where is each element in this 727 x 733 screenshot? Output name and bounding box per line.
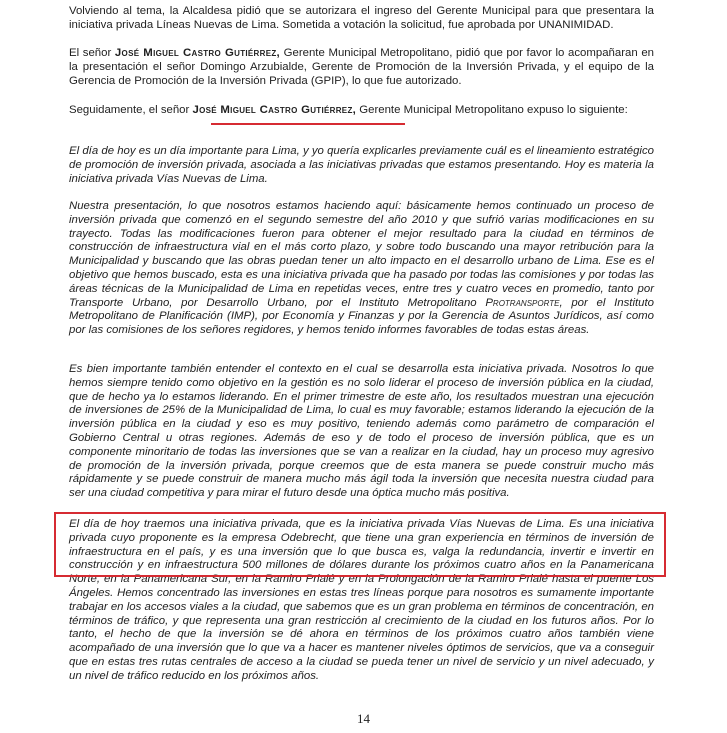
speech-paragraph-3: Es bien importante también entender el contexto en el cual se desarrolla esta iniciativa privada. Nosotros lo que hemos siempre tenido como objetivo en la gestión es no solo liderar el proceso de inversión pública en la ciudad, que de hecho ya lo estamos liderando. En el primer trimestre de este año, los resultados muestran una ejecución de inversiones de 25% de la Municipalidad de Lima, lo cual es muy favorable; estamos liderando la ejecución de la inversión pública en la ciudad y eso es muy positivo, teniendo además como parámetro de comparación el Gobierno Central u otras regiones. Además de eso y de todo el proceso de inversión pública, que es un componente minoritario de todas las inversiones que se van a realizar en la ciudad, hay un proceso muy agresivo de promoción de la inversión privada, porque creemos que de esta manera se puede construir mucho más rápidamente y se puede construir de manera mucho más ágil toda la inversión que necesita nuestra ciudad para ser una ciudad competitiva y para mirar el futuro desde una óptica mucho más positiva. [69,363,654,500]
speech-paragraph-4: El día de hoy traemos una iniciativa privada, que es la iniciativa privada Vías Nuevas de Lima. Es una iniciativa privada cuyo proponente es la empresa Odebrecht, que tiene una gran experiencia en términos de inversión de infraestructura en el país, y es una inversión que lo que busca es, valga la redundancia, invertir e invertir en construcción y en infraestructura 500 millones de dólares durante los próximos cuatro años en la Panamericana Norte, en la Panamericana Sur, en la Ramiro Prialé y en la Prolongación de la Ramiro Prialé hasta el puente Los Ángeles. Hemos concentrado las inversiones en estas tres líneas porque para nosotros es sumamente importante trabajar en los accesos viales a la ciudad, que sabemos que es un gran problema en términos de concentración, en términos de tráfico, y que representa una gran restricción al crecimiento de la ciudad en los futuros años. Por lo tanto, el hecho de que la inversión se dé ahora en términos de los próximos cuatro años también viene acompañado de una inversión que lo que va a hacer es mantener niveles óptimos de servicios, que va a conseguir que en estas tres rutas centrales de acceso a la ciudad se pueda tener un nivel de servicio y un nivel adecuado, y un nivel de tráfico reducido en los próximos años. [69,518,654,682]
speech-paragraph-1: El día de hoy es un día importante para Lima, y yo quería explicarles previamente cuál es el lineamiento estratégico de promoción de inversión privada, asociada a las iniciativas privadas que estamos presentando. Hoy es materia la iniciativa privada Vías Nuevas de Lima. [69,145,654,185]
paragraph-vote: Volviendo al tema, la Alcaldesa pidió que se autorizara el ingreso del Gerente Municipal para que presentara la iniciativa privada Líneas Nuevas de Lima. Sometida a votación la solicitud, fue aprobada por UNANIMIDAD. [69,5,654,31]
page-number: 14 [357,711,370,726]
speaker-name: José Miguel Castro Gutiérrez, [114,47,280,59]
vote-result: UNANIMIDAD. [538,18,614,31]
paragraph-intro-speech: Seguidamente, el señor José Miguel Castro Gutiérrez, Gerente Municipal Metropolitano expuso lo siguiente: [69,104,628,116]
speaker-name-highlighted: José Miguel Castro Gutiérrez, [192,104,357,116]
speech-paragraph-2: Nuestra presentación, lo que nosotros estamos haciendo aquí: básicamente hemos continuado un proceso de inversión privada que comenzó en el segundo semestre del año 2010 y que sufrió varias modificaciones en su trayecto. Todas las modificaciones fueron para obtener el mejor resultado para la ciudad en términos de construcción de infraestructura vial en el más corto plazo, y sobre todo buscando una mayor retribución para la Municipalidad y buscando que las obras puedan tener un alto impacto en el desarrollo urbano de Lima. Ese es el objetivo que hemos buscado, esta es una iniciativa privada que ha pasado por todas las comisiones y por todas las áreas técnicas de la Municipalidad de Lima en repetidas veces, entre tres y cuatro veces en promedio, tanto por Transporte Urbano, por Desarrollo Urbano, por el Instituto Metropolitano Protransporte, por el Instituto Metropolitano de Planificación (IMP), por Economía y Finanzas y por la Gerencia de Asuntos Jurídicos, así como por las comisiones de los señores regidores, y hemos tenido informes favorables de todas estas áreas. [69,200,654,337]
paragraph-accompany: El señor José Miguel Castro Gutiérrez, Gerente Municipal Metropolitano, pidió que por favor lo acompañaran en la presentación el señor Domingo Arzubialde, Gerente de Promoción de la Inversión Privada, y el equipo de la Gerencia de Promoción de la Inversión Privada (GPIP), lo que fue autorizado. [69,47,655,87]
highlight-underline [211,123,405,125]
